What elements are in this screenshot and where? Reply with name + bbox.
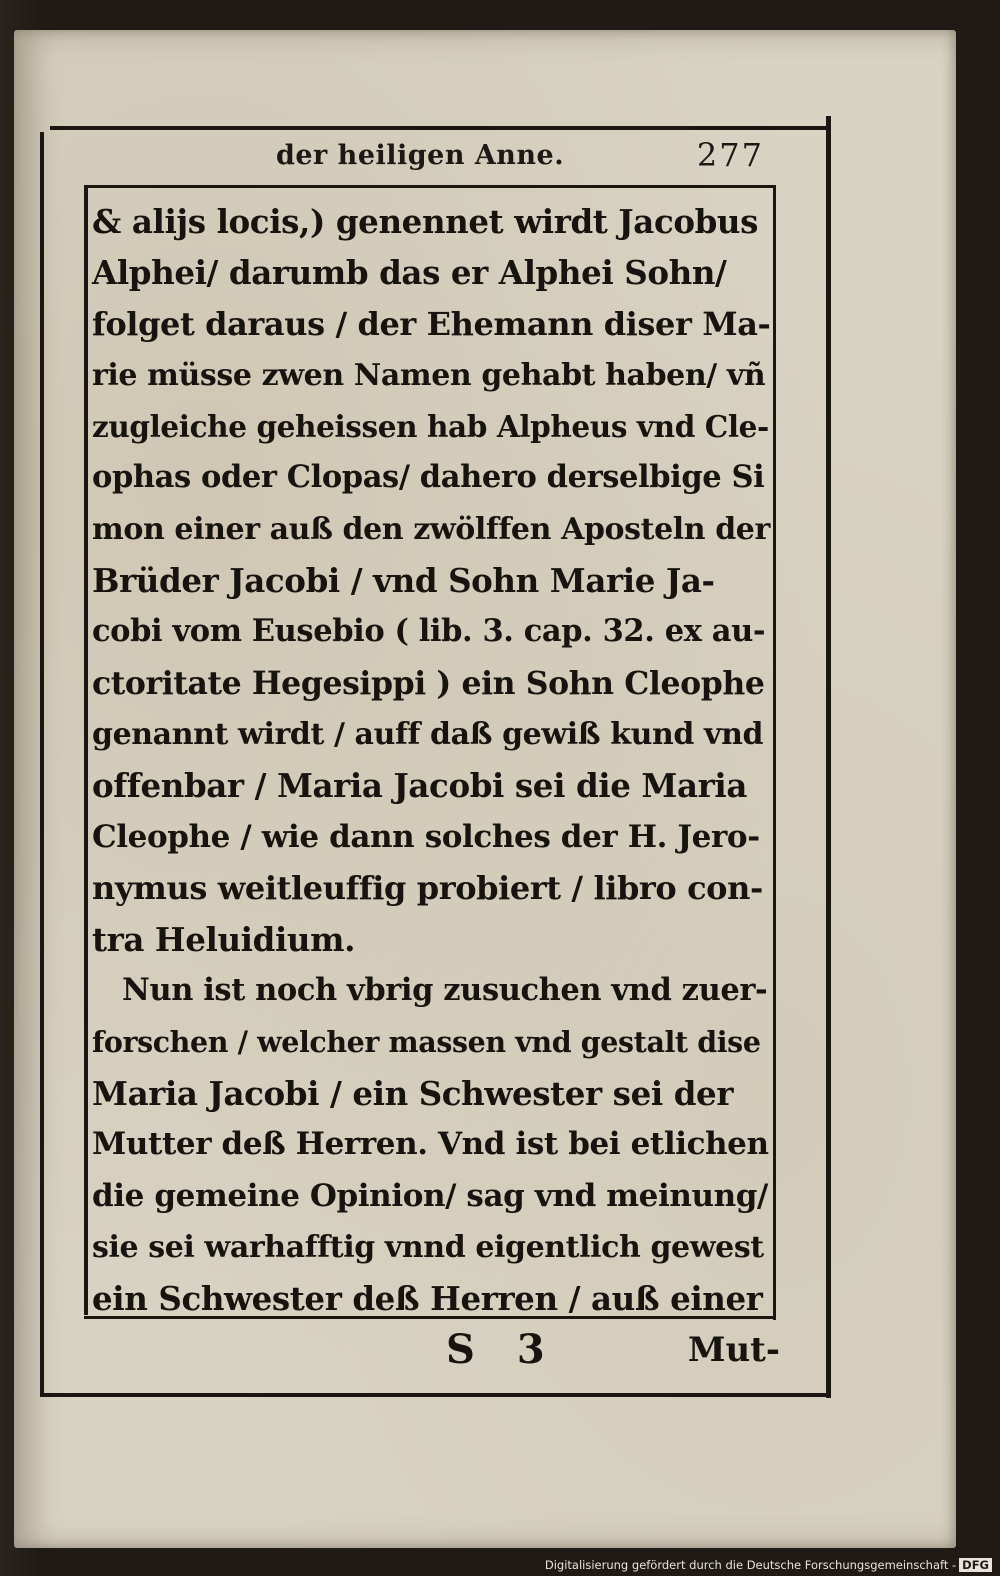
- text-line: folget daraus / der Ehemann diser Ma-: [92, 304, 771, 343]
- text-line: ein Schwester deß Herren / auß einer: [92, 1279, 763, 1319]
- text-line: & alijs locis,) genennet wirdt Jacobus: [92, 202, 759, 241]
- page-footer: [88, 1326, 780, 1386]
- dfg-logo: DFG: [959, 1558, 992, 1572]
- frame-bottom-rule: [40, 1393, 830, 1397]
- text-line: Cleophe / wie dann solches der H. Jero-: [92, 818, 760, 855]
- text-block-left-rule: [84, 185, 88, 1315]
- text-line: cobi vom Eusebio ( lib. 3. cap. 32. ex au-: [92, 613, 766, 650]
- frame-left-rule: [40, 132, 44, 1397]
- signature-mark: S 3: [446, 1326, 559, 1373]
- text-line: Maria Jacobi / ein Schwester sei der: [92, 1074, 734, 1114]
- text-line: genannt wirdt / auff daß gewiß kund vnd: [92, 716, 764, 752]
- text-line: Mutter deß Herren. Vnd ist bei etlichen: [92, 1126, 769, 1163]
- frame-top-rule: [50, 126, 830, 130]
- text-line: die gemeine Opinion/ sag vnd meinung/: [92, 1177, 768, 1214]
- catchword: Mut-: [687, 1330, 780, 1370]
- text-line: ophas oder Clopas/ dahero derselbige Si: [92, 459, 765, 496]
- text-line: forschen / welcher massen vnd gestalt dise: [92, 1024, 761, 1059]
- text-line: offenbar / Maria Jacobi sei die Maria: [92, 766, 747, 806]
- paragraph-start-line: Nun ist noch vbrig zusuchen vnd zuer-: [122, 972, 768, 1009]
- running-head: der heiligen Anne.: [276, 140, 565, 171]
- credit-text: Digitalisierung gefördert durch die Deutsche Forschungsgemeinschaft -: [544, 1558, 957, 1572]
- text-line: Brüder Jacobi / vnd Sohn Marie Ja-: [92, 561, 715, 601]
- page-header: [100, 136, 770, 180]
- text-line: Alphei/ darumb das er Alphei Sohn/: [92, 253, 727, 293]
- page-number: 277: [696, 136, 764, 174]
- text-line: ctoritate Hegesippi ) ein Sohn Cleophe: [92, 664, 765, 702]
- text-line: zugleiche geheissen hab Alpheus vnd Cle-: [92, 409, 769, 445]
- text-line: sie sei warhafftig vnnd eigentlich gewest: [92, 1229, 764, 1265]
- digitization-credit: [545, 1558, 992, 1572]
- text-line: nymus weitleuffig probiert / libro con-: [92, 868, 763, 907]
- text-line: rie müsse zwen Namen gehabt haben/ vñ: [92, 357, 766, 393]
- text-block-top-rule: [86, 185, 776, 188]
- body-text: [92, 196, 772, 1325]
- frame-right-rule: [826, 116, 831, 1398]
- text-line: mon einer auß den zwölffen Aposteln der: [92, 511, 770, 547]
- text-line: tra Heluidium.: [92, 920, 356, 960]
- text-block-right-rule: [773, 185, 776, 1320]
